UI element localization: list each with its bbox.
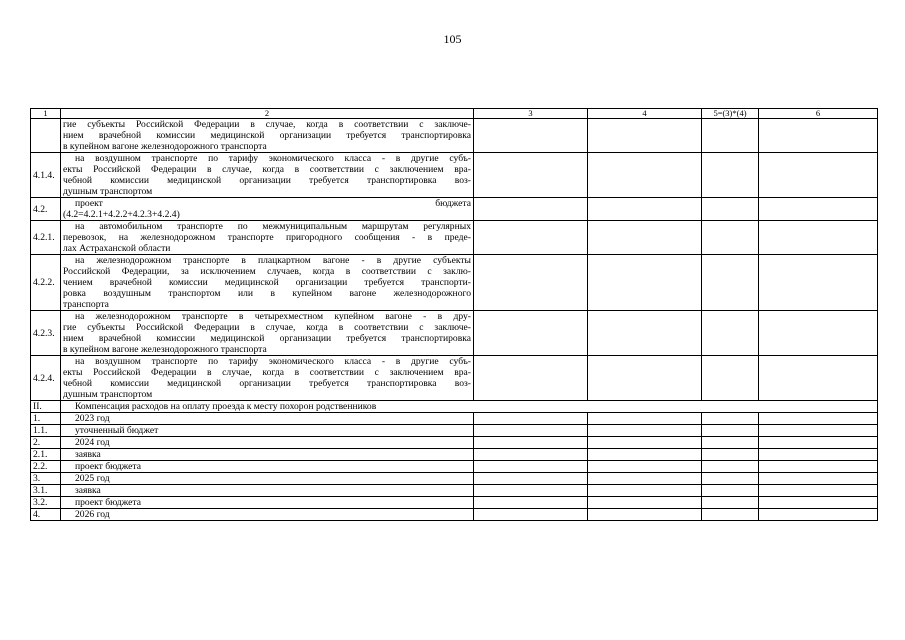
simple-row-6-col-4 (588, 485, 702, 497)
row-description (61, 356, 474, 401)
simple-row-8-col-4 (588, 509, 702, 521)
section-number: II. (31, 401, 61, 413)
table-row (31, 119, 878, 153)
row-description: уточненный бюджет (61, 425, 474, 437)
simple-row-7-col-5 (702, 497, 759, 509)
row-number: 2. (31, 437, 61, 449)
row-2-col-5 (702, 198, 759, 221)
simple-row-0-col-3 (474, 413, 588, 425)
table-row (31, 221, 878, 255)
row-4-col-6 (759, 255, 878, 311)
description-line: в купейном вагоне железнодорожного транспорта (63, 141, 267, 152)
simple-row-1-col-4 (588, 425, 702, 437)
row-2-col-6 (759, 198, 878, 221)
row-description: 2025 год (61, 473, 474, 485)
row-number: 4.2.4. (31, 356, 61, 401)
simple-row-8-col-6 (759, 509, 878, 521)
description-line: чением врачебной комиссии медицинской организации требуется транспорти- (63, 277, 471, 288)
simple-row-2-col-6 (759, 437, 878, 449)
table-row (31, 311, 878, 356)
row-number: 4.2.2. (31, 255, 61, 311)
row-1-col-6 (759, 153, 878, 198)
row-number: 2.2. (31, 461, 61, 473)
description-line: гие субъекты Российской Федерации в случае, когда в соответствии с заключе- (63, 322, 471, 333)
simple-row-6-col-5 (702, 485, 759, 497)
row-3-col-5 (702, 221, 759, 255)
simple-row-2-col-4 (588, 437, 702, 449)
description-line: проект бюджета (75, 198, 471, 209)
row-description: проект бюджета (61, 497, 474, 509)
table-row (31, 449, 878, 461)
description-line: чебной комиссии медицинской организации требуется транспортировка воз- (63, 378, 471, 389)
row-5-col-3 (474, 311, 588, 356)
row-3-col-3 (474, 221, 588, 255)
description-line: чебной комиссии медицинской организации требуется транспортировка воз- (63, 175, 471, 186)
row-number: 4.1.4. (31, 153, 61, 198)
simple-row-2-col-3 (474, 437, 588, 449)
table-row (31, 461, 878, 473)
simple-row-6-col-6 (759, 485, 878, 497)
simple-row-4-col-3 (474, 461, 588, 473)
row-1-col-4 (588, 153, 702, 198)
description-line: Российской Федерации, за исключением случаев, когда в соответствии с заклю- (63, 266, 471, 277)
row-1-col-5 (702, 153, 759, 198)
row-3-col-4 (588, 221, 702, 255)
header-cell-2: 2 (61, 109, 474, 119)
header-cell-4: 4 (588, 109, 702, 119)
row-description: проект бюджета (61, 461, 474, 473)
simple-row-1-col-6 (759, 425, 878, 437)
row-number: 4. (31, 509, 61, 521)
row-6-col-3 (474, 356, 588, 401)
row-number: 3. (31, 473, 61, 485)
simple-row-1-col-5 (702, 425, 759, 437)
description-line: душным транспортом (63, 389, 153, 400)
row-2-col-4 (588, 198, 702, 221)
row-1-col-3 (474, 153, 588, 198)
simple-row-5-col-5 (702, 473, 759, 485)
table-row (31, 485, 878, 497)
row-number (31, 119, 61, 153)
simple-row-4-col-4 (588, 461, 702, 473)
row-6-col-4 (588, 356, 702, 401)
row-description (61, 221, 474, 255)
row-6-col-6 (759, 356, 878, 401)
row-number: 4.2.1. (31, 221, 61, 255)
description-line: ровка воздушным транспортом или в купейном вагоне железнодорожного (63, 288, 471, 299)
simple-row-1-col-3 (474, 425, 588, 437)
description-line: душным транспортом (63, 186, 153, 197)
row-description: 2026 год (61, 509, 474, 521)
row-number: 3.2. (31, 497, 61, 509)
simple-row-7-col-3 (474, 497, 588, 509)
row-description (61, 311, 474, 356)
simple-row-0-col-6 (759, 413, 878, 425)
description-line: лах Астраханской области (63, 243, 171, 254)
table-row (31, 198, 878, 221)
description-line: на воздушном транспорте по тарифу экономического класса - в другие субъ- (75, 153, 471, 164)
header-cell-1: 1 (31, 109, 61, 119)
table-row (31, 509, 878, 521)
row-5-col-6 (759, 311, 878, 356)
table-row (31, 413, 878, 425)
simple-row-6-col-3 (474, 485, 588, 497)
simple-row-7-col-6 (759, 497, 878, 509)
description-line: екты Российской Федерации в случае, когда в соответствии с заключением вра- (63, 367, 471, 378)
simple-row-4-col-5 (702, 461, 759, 473)
header-row (31, 109, 878, 119)
page-number: 105 (443, 32, 462, 46)
description-line: на воздушном транспорте по тарифу экономического класса - в другие субъ- (75, 356, 471, 367)
row-description (61, 119, 474, 153)
section-title: Компенсация расходов на оплату проезда к месту похорон родственников (61, 401, 878, 413)
simple-row-5-col-4 (588, 473, 702, 485)
row-5-col-5 (702, 311, 759, 356)
row-description (61, 255, 474, 311)
table-row (31, 153, 878, 198)
row-number: 4.2.3. (31, 311, 61, 356)
row-description: 2023 год (61, 413, 474, 425)
row-number: 2.1. (31, 449, 61, 461)
simple-row-3-col-6 (759, 449, 878, 461)
description-line: транспорта (63, 299, 109, 310)
header-cell-6: 6 (759, 109, 878, 119)
description-line: (4.2=4.2.1+4.2.2+4.2.3+4.2.4) (63, 209, 180, 220)
row-3-col-6 (759, 221, 878, 255)
row-0-col-3 (474, 119, 588, 153)
simple-row-2-col-5 (702, 437, 759, 449)
description-line: на автомобильном транспорте по межмуниципальным маршрутам регулярных (75, 221, 471, 232)
row-4-col-4 (588, 255, 702, 311)
row-description (61, 198, 474, 221)
description-line: на железнодорожном транспорте в плацкартном вагоне - в другие субъекты (75, 255, 471, 266)
budget-table (30, 108, 878, 521)
row-number: 3.1. (31, 485, 61, 497)
row-6-col-5 (702, 356, 759, 401)
simple-row-7-col-4 (588, 497, 702, 509)
row-description: 2024 год (61, 437, 474, 449)
simple-row-5-col-6 (759, 473, 878, 485)
table-row (31, 473, 878, 485)
simple-row-0-col-4 (588, 413, 702, 425)
table-row (31, 425, 878, 437)
simple-row-0-col-5 (702, 413, 759, 425)
row-2-col-3 (474, 198, 588, 221)
header-cell-3: 3 (474, 109, 588, 119)
row-4-col-5 (702, 255, 759, 311)
row-description (61, 153, 474, 198)
description-line: в купейном вагоне железнодорожного транспорта (63, 344, 267, 355)
description-line: на железнодорожном транспорте в четырехместном купейном вагоне - в дру- (75, 311, 471, 322)
table-row (31, 437, 878, 449)
table-row (31, 497, 878, 509)
row-0-col-6 (759, 119, 878, 153)
section-row (31, 401, 878, 413)
header-cell-5: 5=(3)*(4) (702, 109, 759, 119)
description-line: гие субъекты Российской Федерации в случае, когда в соответствии с заключе- (63, 119, 471, 130)
row-number: 4.2. (31, 198, 61, 221)
row-description: заявка (61, 485, 474, 497)
simple-row-5-col-3 (474, 473, 588, 485)
description-line: перевозок, на железнодорожном транспорте пригородного сообщения - в преде- (63, 232, 471, 243)
simple-row-3-col-3 (474, 449, 588, 461)
simple-row-4-col-6 (759, 461, 878, 473)
simple-row-3-col-4 (588, 449, 702, 461)
simple-row-3-col-5 (702, 449, 759, 461)
row-number: 1.1. (31, 425, 61, 437)
row-number: 1. (31, 413, 61, 425)
row-5-col-4 (588, 311, 702, 356)
description-line: нием врачебной комиссии медицинской организации требуется транспортировка (63, 130, 471, 141)
table-row (31, 255, 878, 311)
row-4-col-3 (474, 255, 588, 311)
simple-row-8-col-3 (474, 509, 588, 521)
row-0-col-5 (702, 119, 759, 153)
description-line: нием врачебной комиссии медицинской организации требуется транспортировка (63, 333, 471, 344)
row-description: заявка (61, 449, 474, 461)
description-line: екты Российской Федерации в случае, когда в соответствии с заключением вра- (63, 164, 471, 175)
row-0-col-4 (588, 119, 702, 153)
simple-row-8-col-5 (702, 509, 759, 521)
table-row (31, 356, 878, 401)
